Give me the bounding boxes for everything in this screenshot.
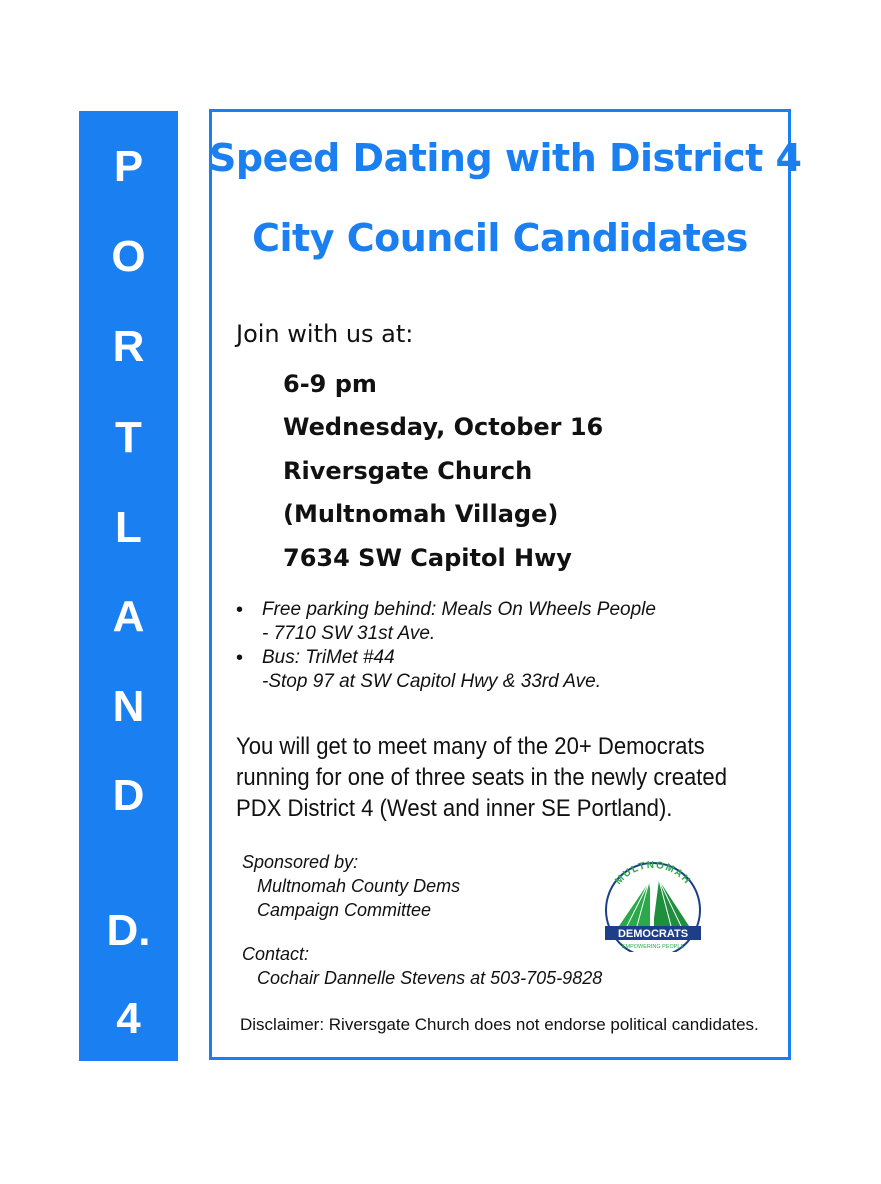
contact-label: Contact: <box>242 944 310 964</box>
title-line-1: Speed Dating with District 4 <box>209 136 802 180</box>
side-letter-district: D. <box>106 906 151 955</box>
parking-item <box>236 598 656 646</box>
description <box>236 731 727 824</box>
parking-line-2: - 7710 SW 31st Ave. <box>262 623 436 644</box>
join-label: Join with us at: <box>236 320 414 348</box>
event-date: Wednesday, October 16 <box>283 413 604 441</box>
side-letter-d: D <box>112 771 145 820</box>
bus-item <box>236 646 656 694</box>
parking-line-1: • Free parking behind: Meals On Wheels People <box>262 599 656 620</box>
side-letter-t: T <box>115 413 142 462</box>
sponsor-label: Sponsored by: <box>242 852 359 872</box>
event-neighborhood: (Multnomah Village) <box>283 500 559 528</box>
event-address: 7634 SW Capitol Hwy <box>283 544 572 572</box>
sponsor-line-2: Campaign Committee <box>257 900 432 920</box>
description-line-2: running for one of three seats in the newly created <box>236 764 727 791</box>
contact-line: Cochair Dannelle Stevens at 503-705-9828 <box>257 968 603 988</box>
logo-arc-text: MULTNOMAH <box>613 859 693 887</box>
sponsor-line-1: Multnomah County Dems <box>257 876 461 896</box>
logo-tagline: EMPOWERING PEOPLE <box>621 944 685 950</box>
side-letter-p: P <box>113 142 144 191</box>
side-letter-o: O <box>111 232 146 281</box>
side-letter-a: A <box>112 592 145 641</box>
contact-block <box>242 942 602 990</box>
sponsor-block <box>242 850 460 922</box>
disclaimer: Disclaimer: Riversgate Church does not endorse political candidates. <box>240 1015 759 1034</box>
title-line-2: City Council Candidates <box>252 216 748 260</box>
description-line-3: PDX District 4 (West and inner SE Portland). <box>236 795 673 822</box>
side-banner <box>79 111 178 1061</box>
bus-line-2: -Stop 97 at SW Capitol Hwy & 33rd Ave. <box>262 671 601 692</box>
side-letter-r: R <box>112 322 145 371</box>
multnomah-democrats-logo <box>597 852 709 952</box>
side-letter-l: L <box>115 503 142 552</box>
event-time: 6-9 pm <box>283 370 377 398</box>
side-letter-4: 4 <box>116 994 141 1043</box>
event-venue: Riversgate Church <box>283 457 533 485</box>
side-letter-n: N <box>112 682 145 731</box>
bus-line-1: • Bus: TriMet #44 <box>262 647 395 668</box>
description-line-1: You will get to meet many of the 20+ Democrats <box>236 733 705 760</box>
transport-list <box>236 598 656 694</box>
logo-banner-text: DEMOCRATS <box>617 928 689 940</box>
bridge-icon <box>619 878 689 926</box>
